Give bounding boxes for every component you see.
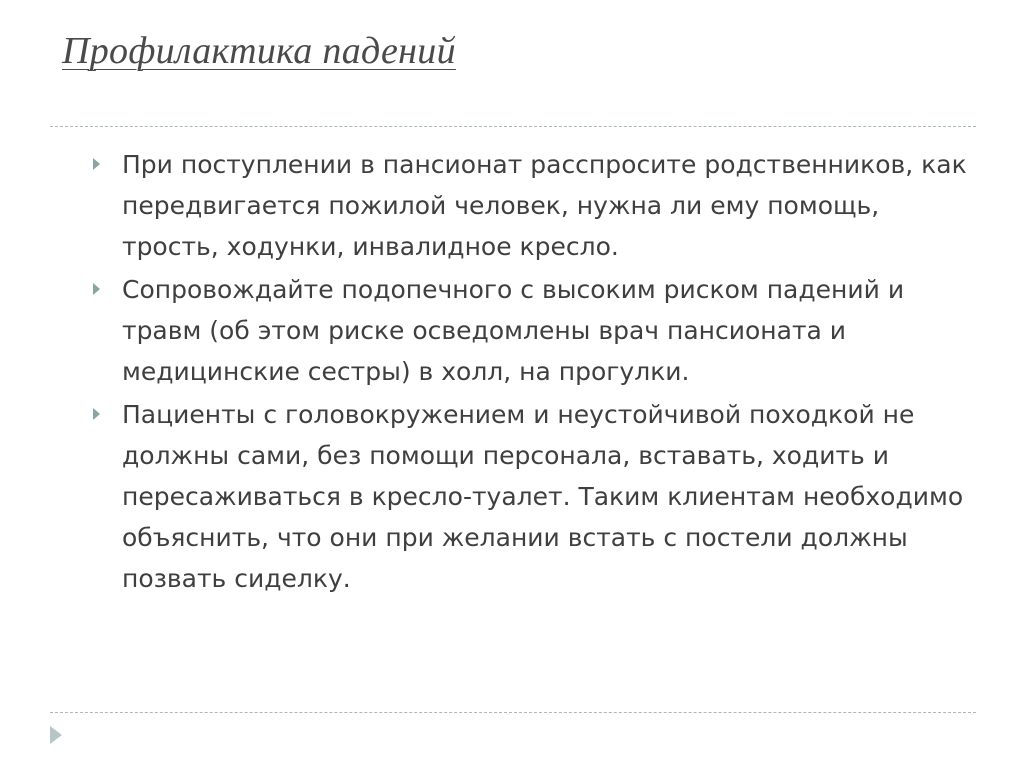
slide-title: Профилактика падений (62, 30, 456, 72)
bullet-text: При поступлении в пансионат расспросите родственников, как передвигается пожилой человек, нужна ли ему помощь, трость, ходунки, инвалидное кресло. (122, 150, 967, 261)
bullet-list (122, 144, 982, 601)
bullet-item (122, 144, 982, 267)
bullet-item (122, 394, 982, 599)
bullet-text: Сопровождайте подопечного с высоким риском падений и травм (об этом риске осведомлены врач пансионата и медицинские сестры) в холл, на прогулки. (122, 275, 905, 386)
bullet-text: Пациенты с головокружением и неустойчивой походкой не должны сами, без помощи персонала, вставать, ходить и пересаживаться в кресло-туалет. Таким клиентам необходимо объяснить, что они при желании встать с постели должны позвать сиделку. (122, 400, 964, 593)
top-divider (50, 126, 976, 127)
triangle-right-icon (93, 408, 100, 420)
triangle-right-icon (93, 283, 100, 295)
corner-triangle-icon (50, 726, 62, 744)
triangle-right-icon (93, 158, 100, 170)
bottom-divider (50, 712, 976, 713)
bullet-item (122, 269, 982, 392)
